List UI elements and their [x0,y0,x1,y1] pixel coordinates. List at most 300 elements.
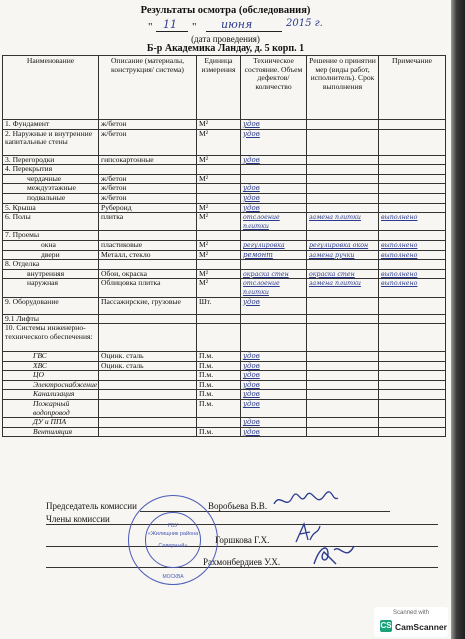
row-name [3,418,99,428]
row-name [3,352,99,362]
row-unit [197,279,241,297]
row-name [3,240,99,250]
row-note [379,231,446,241]
row-name [3,324,99,352]
row-description [99,297,197,314]
row-unit-text: П.м. [199,361,214,370]
table-row [3,174,446,184]
row-description [99,352,197,362]
table-body [3,120,446,437]
row-note [379,193,446,203]
row-decision [307,314,379,324]
row-unit [197,129,241,155]
row-unit-text: М² [199,155,209,164]
row-name-text: 2. Наружные и внутренние капитальные стены [5,129,93,147]
table-row [3,361,446,371]
table-row [3,193,446,203]
row-description [99,418,197,428]
inspection-table [2,55,446,437]
row-unit-text: П.м. [199,389,214,399]
table-row [3,418,446,428]
row-description-text: плитка [101,212,124,222]
col-header-note: Примечание [379,56,446,120]
row-name-text: двери [41,250,60,259]
table-row [3,240,446,250]
row-condition [241,371,307,381]
row-condition [241,174,307,184]
row-unit [197,120,241,130]
row-unit [197,297,241,314]
row-note [379,120,446,130]
row-note [379,155,446,165]
table-row [3,213,446,231]
row-description [99,184,197,194]
row-name [3,260,99,270]
row-description [99,213,197,231]
row-decision [307,390,379,400]
member-2-name: Рахмонбердиев У.Х. [203,557,281,567]
row-description [99,371,197,381]
row-condition [241,165,307,175]
table-row [3,120,446,130]
row-note [379,361,446,371]
building-address: Б-р Академика Ландау, д. 5 корп. 1 [146,43,305,54]
row-note [379,260,446,270]
page-edge-shadow [451,0,465,639]
row-note-text: выполнено [381,270,418,278]
members-line-3 [46,567,438,568]
stamp-line-4: МОСКВА [162,574,184,580]
row-name [3,269,99,279]
table-row [3,129,446,155]
row-decision [307,203,379,213]
row-condition [241,352,307,362]
row-decision [307,231,379,241]
row-name-text: междуэтажные [27,183,76,193]
organization-stamp [128,495,218,585]
row-name [3,120,99,130]
row-condition [241,427,307,437]
row-decision [307,129,379,155]
row-description [99,203,197,213]
row-unit-text: М² [199,203,209,212]
row-condition [241,250,307,260]
date-month: июня [221,18,253,31]
row-unit-text: М² [199,119,209,128]
col-header-name: Наименование [3,56,99,120]
row-decision [307,184,379,194]
row-name-text: ГВС [33,351,47,361]
row-name [3,193,99,203]
row-name [3,380,99,390]
row-description [99,380,197,390]
row-unit [197,427,241,437]
row-decision [307,269,379,279]
row-unit [197,250,241,260]
row-unit [197,231,241,241]
row-condition-text: удов [243,155,260,164]
date-month-line [206,31,282,32]
row-description [99,231,197,241]
row-description-text: ж/бетон [101,129,127,138]
row-note-text: выполнено [381,241,418,249]
row-unit [197,260,241,270]
row-decision [307,361,379,371]
row-condition [241,324,307,352]
stamp-line-1: ГБУ [168,523,178,529]
row-note [379,380,446,390]
row-name-text: наружная [27,278,59,288]
row-name [3,314,99,324]
row-condition-text: удов [243,418,260,427]
row-name [3,129,99,155]
row-unit [197,213,241,231]
row-name [3,390,99,400]
row-unit-text: П.м. [199,427,214,436]
col-header-decision: Решение о принятии мер (виды работ, исполнитель). Срок выполнения [307,56,379,120]
table-row [3,231,446,241]
row-condition [241,390,307,400]
row-condition-text: удов [243,427,260,436]
row-note [379,297,446,314]
row-unit-text: М² [199,212,209,222]
row-note [379,213,446,231]
row-unit [197,380,241,390]
row-unit [197,155,241,165]
table-header-row [3,56,446,120]
row-decision [307,279,379,297]
row-description [99,240,197,250]
scanned-with-text: Scanned with [392,610,430,616]
row-unit [197,400,241,418]
row-description [99,260,197,270]
row-unit [197,352,241,362]
row-note [379,184,446,194]
row-condition-text: удов [243,203,260,212]
table-row [3,324,446,352]
table-row [3,155,446,165]
date-open-quote: " [148,21,153,33]
row-name [3,203,99,213]
row-name [3,155,99,165]
row-unit [197,418,241,428]
row-description-text: Облицовка плитка [101,278,161,288]
row-condition [241,418,307,428]
row-decision [307,297,379,314]
row-note [379,250,446,260]
row-name-text: окна [41,240,56,249]
row-description [99,165,197,175]
row-condition [241,203,307,213]
row-unit [197,324,241,352]
row-note [379,324,446,352]
row-name [3,250,99,260]
row-condition-text: окраска стен [243,270,289,278]
row-unit [197,184,241,194]
row-decision-text: замена плитки [309,214,361,222]
table-row [3,269,446,279]
row-decision [307,400,379,418]
row-description-text: Металл, стекло [101,250,151,259]
row-decision [307,380,379,390]
date-year: 2015 г. [286,18,323,29]
row-unit-text: М² [199,129,209,138]
row-name [3,427,99,437]
row-decision [307,193,379,203]
row-unit-text: М² [199,174,209,183]
row-description-text: ж/бетон [101,174,127,183]
row-condition-text: удов [243,120,260,128]
members-label: Члены комиссии [46,514,110,524]
stamp-line-2: «Жилищник района [147,531,199,537]
table-row [3,203,446,213]
members-line-2 [46,546,438,547]
row-note [379,240,446,250]
row-condition-text: ремонт [243,250,273,259]
row-description [99,129,197,155]
row-unit-text: М² [199,240,209,249]
table-row [3,279,446,297]
row-condition-text: регулировка [243,241,285,249]
date-day: 11 [163,18,177,31]
row-unit-text: П.м. [199,351,214,361]
row-note [379,165,446,175]
row-unit-text: М² [199,269,209,278]
row-decision [307,250,379,260]
table-row [3,380,446,390]
row-decision-text: замена ручки [309,251,355,259]
row-description-text: Рубероид [101,203,132,212]
row-condition [241,297,307,314]
row-note [379,371,446,381]
row-decision [307,324,379,352]
row-condition [241,193,307,203]
row-unit-text: П.м. [199,380,214,389]
row-name [3,165,99,175]
stamp-line-3: Северный» [158,543,188,549]
row-condition-text: удов [243,193,260,202]
member-1-name: Горшкова Г.Х. [215,535,270,545]
row-description [99,174,197,184]
row-description [99,427,197,437]
member-2-signature [310,540,358,568]
table-row [3,297,446,314]
row-unit [197,203,241,213]
row-condition-text: отслоение плитки [243,214,280,230]
row-description-text: пластиковые [101,240,143,249]
chair-label: Председатель комиссии [46,501,137,511]
date-caption: (дата проведения) [191,34,260,44]
row-name-text: Канализация [33,389,75,399]
row-name [3,174,99,184]
row-condition [241,400,307,418]
row-name [3,400,99,418]
date-close-quote: " [192,21,197,33]
row-note [379,279,446,297]
row-unit [197,269,241,279]
row-name-text: 5. Крыша [5,203,36,212]
col-header-condition: Техническое состояние. Объем дефектов/ количество [241,56,307,120]
row-description [99,250,197,260]
table-row [3,371,446,381]
row-condition-text: удов [243,400,260,409]
row-condition [241,380,307,390]
row-condition [241,213,307,231]
row-decision [307,174,379,184]
row-description-text: ж/бетон [101,183,127,193]
row-condition-text: отслоение плитки [243,280,280,296]
members-line-1 [46,524,438,525]
row-note [379,269,446,279]
row-description-text: Оцинк. сталь [101,351,144,361]
row-unit [197,390,241,400]
row-decision-text: регулировка окон [309,241,369,249]
document-title: Результаты осмотра (обследования) [140,5,311,16]
date-day-line [156,31,188,32]
chair-signature [270,490,340,512]
row-name-text: 3. Перегородки [5,155,55,164]
row-unit [197,240,241,250]
row-unit-text: Шт. [199,297,212,306]
row-unit-text: М² [199,278,209,288]
row-name-text: 9.1 Лифты [5,314,39,323]
row-decision [307,371,379,381]
row-condition [241,120,307,130]
table-row [3,352,446,362]
row-condition [241,269,307,279]
row-description [99,324,197,352]
row-name-text: 4. Перекрытия [5,164,53,174]
table-row [3,314,446,324]
table-row [3,184,446,194]
row-name-text: чердачные [27,174,62,183]
row-unit [197,361,241,371]
camscanner-badge [374,607,448,637]
row-unit [197,314,241,324]
row-note [379,314,446,324]
row-name [3,279,99,297]
row-unit [197,193,241,203]
row-condition [241,260,307,270]
row-name-text: Вентиляция [33,427,73,436]
table-row [3,390,446,400]
row-unit [197,165,241,175]
row-decision [307,165,379,175]
row-condition [241,129,307,155]
row-name-text: 10. Системы инженерно-технического обеспечения: [5,323,93,341]
row-note-text: выполнено [381,214,418,222]
row-name-text: ХВС [33,361,47,370]
row-condition [241,155,307,165]
table-row [3,400,446,418]
row-condition-text: удов [243,352,260,361]
row-description [99,155,197,165]
row-note [379,203,446,213]
row-note [379,352,446,362]
row-note [379,418,446,428]
row-decision-text: окраска стен [309,270,355,278]
row-name-text: Электроснабжение [33,380,98,389]
camscanner-name: CamScanner [395,622,447,632]
row-description [99,279,197,297]
stamp-inner-ring [145,512,201,568]
row-description-text: Обои, окраска [101,269,147,278]
table-row [3,260,446,270]
row-note [379,174,446,184]
row-condition-text: удов [243,184,260,193]
row-condition [241,231,307,241]
col-header-unit: Единица измерения [197,56,241,120]
row-description [99,314,197,324]
row-decision [307,427,379,437]
row-name [3,371,99,381]
row-unit [197,174,241,184]
row-description-text: гипсокартонные [101,155,154,164]
row-note [379,427,446,437]
row-description-text: Пассажирские, грузовые [101,297,181,306]
table-row [3,165,446,175]
row-condition-text: удов [243,390,260,399]
row-description-text: ж/бетон [101,193,127,202]
row-condition-text: удов [243,129,260,138]
row-unit-text: М² [199,250,209,259]
row-description [99,120,197,130]
row-unit [197,371,241,381]
row-description [99,269,197,279]
row-condition-text: удов [243,297,260,306]
row-name-text: 8. Отделка [5,259,40,269]
row-condition [241,361,307,371]
row-decision [307,260,379,270]
row-name [3,231,99,241]
row-note-text: выполнено [381,280,418,288]
row-decision [307,352,379,362]
row-condition-text: удов [243,371,260,380]
row-unit-text: П.м. [199,399,214,409]
row-note [379,400,446,418]
row-decision-text: замена плитки [309,280,361,288]
row-note [379,390,446,400]
row-name-text: ДУ и ППА [33,417,67,427]
row-name-text: внутренняя [27,269,65,278]
row-description [99,390,197,400]
row-name [3,297,99,314]
row-condition [241,279,307,297]
row-name-text: 1. Фундамент [5,119,50,128]
row-decision [307,120,379,130]
row-description-text: ж/бетон [101,119,127,128]
row-condition-text: удов [243,380,260,389]
row-name [3,213,99,231]
row-name [3,361,99,371]
row-name-text: Пожарный водопровод [33,399,70,417]
row-name [3,184,99,194]
row-decision [307,155,379,165]
row-decision [307,418,379,428]
row-name-text: ЦО [33,370,44,380]
table-row [3,427,446,437]
row-condition [241,314,307,324]
camscanner-logo-icon: CS [380,621,392,630]
row-decision [307,213,379,231]
row-decision [307,240,379,250]
row-name-text: подвальные [27,193,66,202]
row-condition [241,184,307,194]
row-description [99,193,197,203]
row-unit-text: П.м. [199,370,214,380]
row-description-text: Оцинк. сталь [101,361,144,370]
row-description [99,361,197,371]
